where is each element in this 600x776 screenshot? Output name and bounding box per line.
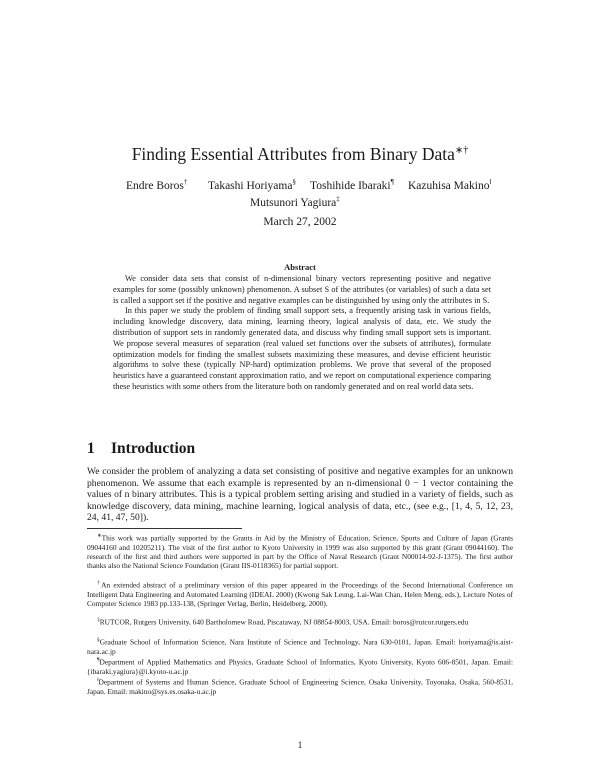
footnote: ¶Department of Applied Mathematics and Physics, Graduate School of Informatics, Kyoto University, Kyoto 606-8501, Japan. Email: {ibaraki,yagiura}@i.kyoto-u.ac.jp [87,657,513,676]
footnote: †An extended abstract of a preliminary version of this paper appeared in the Proceedings of the Second International Conference on Intelligent Data Engineering and Automated Learning (IDEAL 2000) (Kwong Sak Leung, Lai-Wan Chan, Helen Meng, eds.), Lecture Notes of Computer Science 1983 pp.133-138, (Springer Verlag, Berlin, Heidelberg, 2000). [87,580,513,609]
title-footnote-marks: ∗† [454,145,469,157]
abstract-heading: Abstract [284,262,316,272]
footnote: ∗This work was partially supported by the Grants in Aid by the Ministry of Education, Science, Sports and Culture of Japan (Grants 09044160 and 10205211). The visit of the first author to Kyoto University in 1999 was also supported by this grant (Grant 09044160). The research of the first and third authors were supported in part by the Office of Naval Research (Grant N00014-92-J-1375). The first author thanks also the National Science Foundation (Grant IIS-0118365) for partial support. [87,533,513,571]
author: Takashi Horiyama§ [208,178,296,192]
section-heading: 1 Introduction [87,440,196,457]
paper-title: Finding Essential Attributes from Binary Data∗† [131,144,469,164]
author: Mutsunori Yagiura‡ [250,195,340,209]
paper-date: March 27, 2002 [263,216,337,228]
abstract-paragraph: In this paper we study the problem of finding small support sets, a frequently arising task in various fields, including knowledge discovery, data mining, learning theory, logical analysis of data, etc. We study the distribution of support sets in randomly generated data, and discuss why finding small support sets is important. We propose several measures of separation (real valued set functions over the subsets of attributes), formulate optimization models for finding the smallest subsets maximizing these measures, and devise efficient heuristic algorithms to solve these (typically NP-hard) optimization problems. We prove that several of the proposed heuristics have a guaranteed constant approximation ratio, and we report on computational experience comparing these heuristics with some others from the literature both on randomly generated and on real world data sets. [113,306,491,391]
author: Kazuhisa Makino‖ [408,178,492,192]
author: Toshihide Ibaraki¶ [310,178,394,192]
footnote-rule [87,528,242,529]
footnote: §Graduate School of Information Science, Nara Institute of Science and Technology, Nara 630-0101, Japan. Email: horiyama@is.aist-nara.ac.jp [87,637,513,656]
author: Endre Boros† [126,178,188,192]
body-paragraph: We consider the problem of analyzing a data set consisting of positive and negative examples for an unknown phenomenon. We assume that each example is represented by an n-dimensional 0 − 1 vector containing the values of n binary attributes. This is a typical problem setting arising and studied in a variety of fields, such as knowledge discovery, data mining, machine learning, logical analysis of data, etc., (see e.g., [1, 4, 5, 12, 23, 24, 41, 47, 50]). [87,466,513,524]
abstract-body [113,274,491,393]
footnote: ‖Department of Systems and Human Science, Graduate School of Engineering Science, Osaka University, Toyonaka, Osaka, 560-8531, Japan. Email: makino@sys.es.osaka-u.ac.jp [87,677,513,696]
footnote: ‡RUTCOR, Rutgers University, 640 Bartholomew Road, Piscataway, NJ 08854-8003, USA. Email: boros@rutcor.rutgers.edu [97,617,469,627]
page-number: 1 [297,741,303,751]
section-body [87,466,513,524]
abstract-paragraph: We consider data sets that consist of n-dimensional binary vectors representing positive and negative examples for some (possibly unknown) phenomenon. A subset S of the attributes (or variables) of such a data set is called a support set if the positive and negative examples can be distinguished by using only the attributes in S. [113,274,491,305]
